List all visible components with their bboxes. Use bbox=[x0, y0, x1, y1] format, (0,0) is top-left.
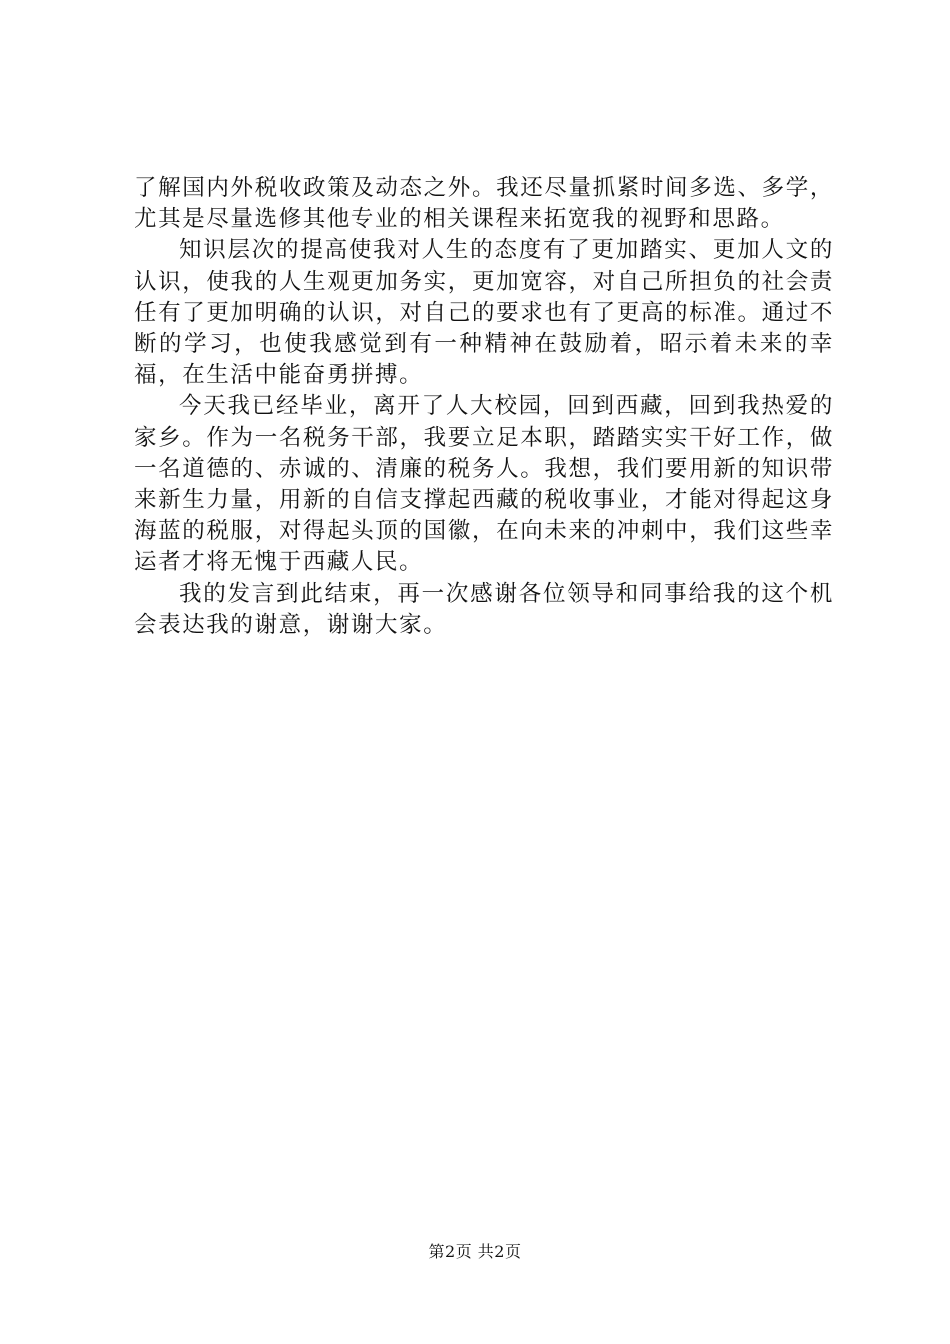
paragraph-knowledge: 知识层次的提高使我对人生的态度有了更加踏实、更加人文的认识，使我的人生观更加务实，更加宽容，对自己所担负的社会责任有了更加明确的认识，对自己的要求也有了更高的标准。通过不断的学习，也使我感觉到有一种精神在鼓励着，昭示着未来的幸福，在生活中能奋勇拼搏。 bbox=[134, 237, 834, 389]
paragraph-continuation: 了解国内外税收政策及动态之外。我还尽量抓紧时间多选、多学，尤其是尽量选修其他专业的相关课程来拓宽我的视野和思路。 bbox=[134, 175, 834, 233]
page-number-footer: 第2页 共2页 bbox=[428, 1242, 522, 1261]
document-body bbox=[134, 173, 834, 641]
paragraph-graduation: 今天我已经毕业，离开了人大校园，回到西藏，回到我热爱的家乡。作为一名税务干部，我要立足本职，踏踏实实干好工作，做一名道德的、赤诚的、清廉的税务人。我想，我们要用新的知识带来新生力量，用新的自信支撑起西藏的税收事业，才能对得起这身海蓝的税服，对得起头顶的国徽，在向未来的冲刺中，我们这些幸运者才将无愧于西藏人民。 bbox=[134, 393, 834, 576]
paragraph-closing: 我的发言到此结束，再一次感谢各位领导和同事给我的这个机会表达我的谢意，谢谢大家。 bbox=[134, 580, 834, 638]
